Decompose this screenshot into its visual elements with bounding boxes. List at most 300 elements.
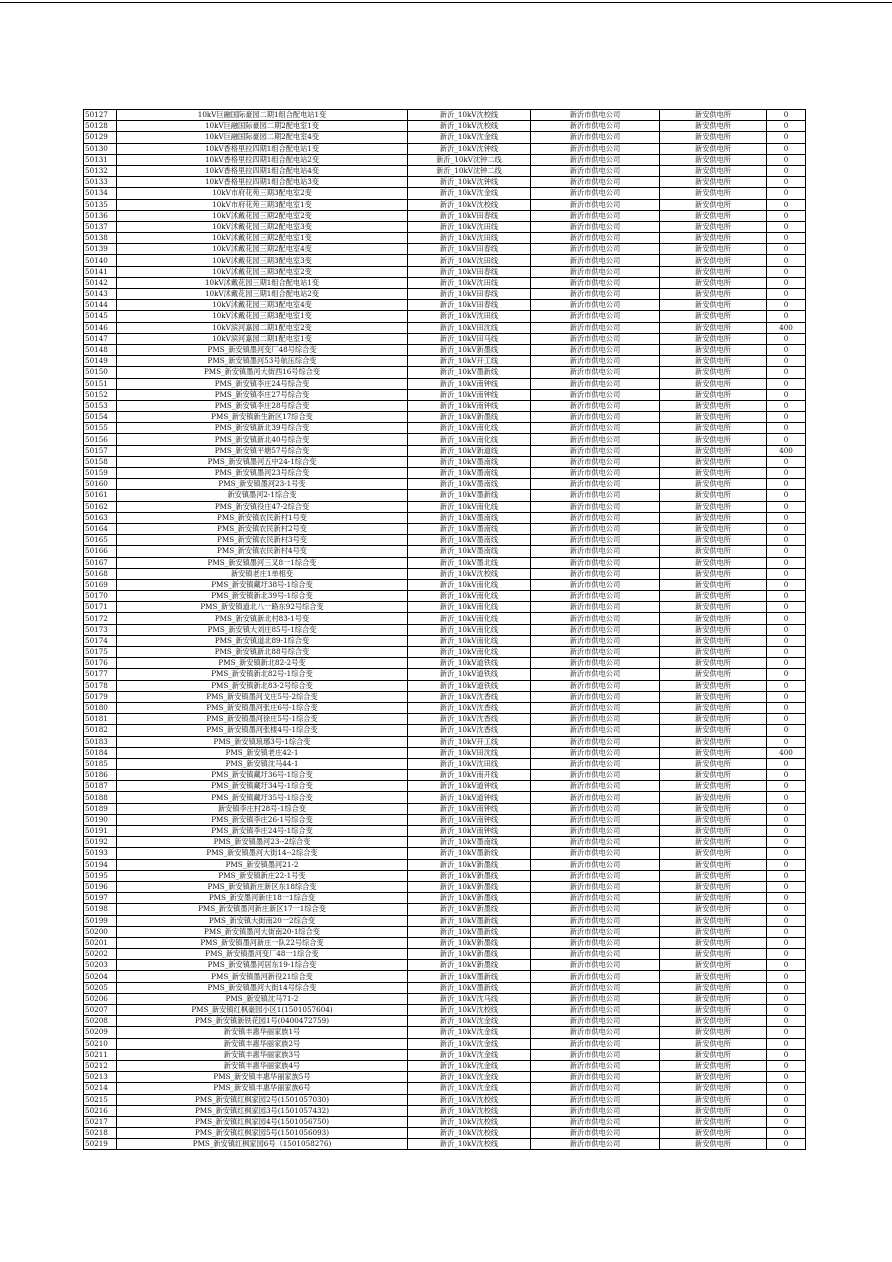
table-row [84,423,806,434]
cell-transformer-name: PMS_新安镇墨河戈庄5号-2综合变 [117,691,408,702]
cell-capacity: 0 [767,199,806,210]
cell-company: 新沂市供电公司 [531,1139,660,1150]
cell-company: 新沂市供电公司 [531,1072,660,1083]
cell-company: 新沂市供电公司 [531,960,660,971]
cell-transformer-name: 10kV市府花苑三期3配电室2变 [117,188,408,199]
cell-id: 50131 [84,154,117,165]
cell-capacity: 0 [767,881,806,892]
cell-feeder-line: 新沂_10kV新墨线 [408,344,531,355]
table-row [84,714,806,725]
cell-transformer-name: PMS_新安镇墨河新庄新区17一1综合变 [117,904,408,915]
cell-id: 50211 [84,1049,117,1060]
cell-feeder-line: 新沂_10kV新墨线 [408,881,531,892]
cell-capacity: 400 [767,322,806,333]
cell-transformer-name: PMS_新安镇墨河53号航压综合变 [117,356,408,367]
table-row [84,434,806,445]
cell-station: 新安供电所 [660,613,767,624]
cell-station: 新安供电所 [660,121,767,132]
cell-capacity: 0 [767,557,806,568]
cell-feeder-line: 新沂_10kV新道线 [408,445,531,456]
cell-station: 新安供电所 [660,837,767,848]
cell-station: 新安供电所 [660,535,767,546]
table-row [84,826,806,837]
cell-company: 新沂市供电公司 [531,277,660,288]
cell-company: 新沂市供电公司 [531,568,660,579]
cell-id: 50164 [84,523,117,534]
cell-capacity: 0 [767,165,806,176]
cell-company: 新沂市供电公司 [531,758,660,769]
cell-feeder-line: 新沂_10kV田春线 [408,300,531,311]
cell-capacity: 0 [767,344,806,355]
table-row [84,121,806,132]
cell-company: 新沂市供电公司 [531,244,660,255]
cell-capacity: 0 [767,702,806,713]
cell-transformer-name: PMS_新安镇墨河大街14号综合变 [117,982,408,993]
cell-id: 50162 [84,501,117,512]
cell-id: 50199 [84,915,117,926]
cell-capacity: 0 [767,400,806,411]
cell-id: 50189 [84,803,117,814]
cell-company: 新沂市供电公司 [531,1027,660,1038]
cell-company: 新沂市供电公司 [531,1016,660,1027]
cell-id: 50183 [84,736,117,747]
cell-company: 新沂市供电公司 [531,523,660,534]
cell-id: 50140 [84,255,117,266]
cell-station: 新安供电所 [660,210,767,221]
cell-feeder-line: 新沂_10kV沈校线 [408,568,531,579]
cell-id: 50154 [84,412,117,423]
cell-capacity: 0 [767,579,806,590]
table-row [84,1072,806,1083]
cell-id: 50215 [84,1094,117,1105]
cell-company: 新沂市供电公司 [531,870,660,881]
cell-transformer-name: PMS_新安镇新北88号综合变 [117,647,408,658]
cell-feeder-line: 新沂_10kV新墨线 [408,937,531,948]
cell-transformer-name: PMS_新安镇丰惠华丽家族5号 [117,1072,408,1083]
table-row [84,154,806,165]
cell-feeder-line: 新沂_10kV南化线 [408,591,531,602]
cell-company: 新沂市供电公司 [531,210,660,221]
cell-company: 新沂市供电公司 [531,848,660,859]
cell-capacity: 0 [767,1060,806,1071]
table-row [84,1060,806,1071]
table-row [84,792,806,803]
cell-id: 50158 [84,456,117,467]
table-row [84,893,806,904]
cell-station: 新安供电所 [660,423,767,434]
cell-transformer-name: PMS_新安镇红枫家园2号(1501057030) [117,1094,408,1105]
cell-feeder-line: 新沂_10kV墨新线 [408,848,531,859]
cell-feeder-line: 新沂_10kV新墨线 [408,904,531,915]
cell-transformer-name: PMS_新安镇李庄28号综合变 [117,400,408,411]
table-row [84,736,806,747]
cell-transformer-name: PMS_新安镇墨河居东19-1综合变 [117,960,408,971]
cell-company: 新沂市供电公司 [531,546,660,557]
cell-capacity: 400 [767,445,806,456]
cell-station: 新安供电所 [660,356,767,367]
cell-transformer-name: PMS_新安镇道北八一路东92号综合变 [117,602,408,613]
cell-station: 新安供电所 [660,456,767,467]
cell-transformer-name: 10kV沭戴花园三期3配电室3变 [117,255,408,266]
cell-id: 50129 [84,132,117,143]
cell-station: 新安供电所 [660,557,767,568]
cell-station: 新安供电所 [660,177,767,188]
cell-transformer-name: PMS_新安镇新铁花园1号(0400472759) [117,1016,408,1027]
cell-capacity: 0 [767,949,806,960]
cell-station: 新安供电所 [660,736,767,747]
cell-capacity: 0 [767,1128,806,1139]
table-row [84,1094,806,1105]
cell-feeder-line: 新沂_10kV沈田线 [408,277,531,288]
cell-transformer-name: PMS_新安镇新庄22-1号变 [117,870,408,881]
cell-feeder-line: 新沂_10kV沈校线 [408,199,531,210]
cell-transformer-name: PMS_新安镇藏圩35号-1综合变 [117,792,408,803]
cell-station: 新安供电所 [660,881,767,892]
cell-capacity: 0 [767,725,806,736]
cell-company: 新沂市供电公司 [531,781,660,792]
table-row [84,926,806,937]
cell-id: 50184 [84,747,117,758]
table-row [84,143,806,154]
cell-id: 50191 [84,826,117,837]
table-row [84,602,806,613]
cell-transformer-name: 10kV沭戴花园三期2配电室3变 [117,221,408,232]
table-row [84,904,806,915]
cell-station: 新安供电所 [660,1016,767,1027]
cell-id: 50197 [84,893,117,904]
cell-company: 新沂市供电公司 [531,188,660,199]
cell-station: 新安供电所 [660,568,767,579]
cell-id: 50142 [84,277,117,288]
cell-transformer-name: 10kV沭戴花园三期2配电室2变 [117,210,408,221]
cell-station: 新安供电所 [660,289,767,300]
cell-id: 50180 [84,702,117,713]
cell-id: 50156 [84,434,117,445]
cell-capacity: 0 [767,479,806,490]
cell-station: 新安供电所 [660,1128,767,1139]
cell-feeder-line: 新沂_10kV沈香线 [408,714,531,725]
cell-company: 新沂市供电公司 [531,579,660,590]
cell-transformer-name: PMS_新安镇新北村83-1号变 [117,613,408,624]
cell-id: 50137 [84,221,117,232]
cell-feeder-line: 新沂_10kV沈香线 [408,702,531,713]
cell-feeder-line: 新沂_10kV田马线 [408,333,531,344]
table-row [84,378,806,389]
table-row [84,546,806,557]
cell-station: 新安供电所 [660,859,767,870]
cell-station: 新安供电所 [660,814,767,825]
cell-capacity: 0 [767,1139,806,1150]
cell-station: 新安供电所 [660,658,767,669]
cell-transformer-name: PMS_新安镇藏圩38号-1综合变 [117,579,408,590]
cell-company: 新沂市供电公司 [531,893,660,904]
cell-transformer-name: PMS_新安镇新庄新区东18综合变 [117,881,408,892]
cell-feeder-line: 新沂_10kV南钟线 [408,400,531,411]
cell-feeder-line: 新沂_10kV南化线 [408,624,531,635]
cell-station: 新安供电所 [660,725,767,736]
cell-capacity: 0 [767,613,806,624]
cell-company: 新沂市供电公司 [531,714,660,725]
cell-feeder-line: 新沂_10kV田春线 [408,210,531,221]
cell-feeder-line: 新沂_10kV南化线 [408,434,531,445]
table-row [84,110,806,121]
cell-station: 新安供电所 [660,322,767,333]
cell-station: 新安供电所 [660,344,767,355]
cell-capacity: 0 [767,848,806,859]
table-row [84,523,806,534]
cell-id: 50179 [84,691,117,702]
cell-company: 新沂市供电公司 [531,177,660,188]
cell-company: 新沂市供电公司 [531,423,660,434]
cell-id: 50196 [84,881,117,892]
cell-feeder-line: 新沂_10kV开工线 [408,356,531,367]
cell-transformer-name: PMS_新安镇红枫家园5号(1501056093) [117,1128,408,1139]
table-row [84,1005,806,1016]
cell-capacity: 0 [767,154,806,165]
cell-station: 新安供电所 [660,468,767,479]
cell-company: 新沂市供电公司 [531,434,660,445]
cell-id: 50176 [84,658,117,669]
cell-feeder-line: 新沂_10kV墨新线 [408,490,531,501]
cell-id: 50214 [84,1083,117,1094]
cell-id: 50216 [84,1105,117,1116]
cell-id: 50151 [84,378,117,389]
cell-feeder-line: 新沂_10kV新墨线 [408,949,531,960]
table-row [84,255,806,266]
cell-transformer-name: 10kV香格里拉四期1组合配电站2变 [117,154,408,165]
cell-capacity: 0 [767,110,806,121]
cell-station: 新安供电所 [660,490,767,501]
cell-feeder-line: 新沂_10kV田春线 [408,244,531,255]
cell-company: 新沂市供电公司 [531,412,660,423]
cell-capacity: 0 [767,971,806,982]
cell-company: 新沂市供电公司 [531,367,660,378]
cell-company: 新沂市供电公司 [531,837,660,848]
cell-company: 新沂市供电公司 [531,1060,660,1071]
table-row [84,322,806,333]
cell-capacity: 0 [767,389,806,400]
cell-company: 新沂市供电公司 [531,591,660,602]
cell-capacity: 0 [767,647,806,658]
cell-transformer-name: PMS_新安镇沈马71-2 [117,993,408,1004]
cell-company: 新沂市供电公司 [531,1049,660,1060]
table-row [84,1116,806,1127]
table-row [84,233,806,244]
cell-feeder-line: 新沂_10kV南化线 [408,579,531,590]
cell-feeder-line: 新沂_10kV墨北线 [408,557,531,568]
cell-transformer-name: PMS_新安镇农民新村3号变 [117,535,408,546]
cell-id: 50188 [84,792,117,803]
cell-transformer-name: PMS_新安镇墨河大街西16号综合变 [117,367,408,378]
table-row [84,1128,806,1139]
table-row [84,311,806,322]
table-row [84,1083,806,1094]
cell-capacity: 0 [767,758,806,769]
cell-transformer-name: PMS_新安镇农民新村4号变 [117,546,408,557]
table-row [84,1049,806,1060]
cell-station: 新安供电所 [660,400,767,411]
cell-company: 新沂市供电公司 [531,859,660,870]
cell-transformer-name: PMS_新安镇墨河三叉8一1综合变 [117,557,408,568]
cell-transformer-name: PMS_新安镇藏圩36号-1综合变 [117,770,408,781]
table-row [84,479,806,490]
cell-feeder-line: 新沂_10kV田春线 [408,289,531,300]
cell-capacity: 0 [767,277,806,288]
cell-feeder-line: 新沂_10kV南化线 [408,602,531,613]
cell-station: 新安供电所 [660,412,767,423]
cell-station: 新安供电所 [660,702,767,713]
cell-capacity: 0 [767,624,806,635]
cell-transformer-name: PMS_新安镇新北83-2号综合变 [117,680,408,691]
cell-id: 50205 [84,982,117,993]
cell-station: 新安供电所 [660,233,767,244]
cell-id: 50187 [84,781,117,792]
cell-feeder-line: 新沂_10kV沈金线 [408,1060,531,1071]
cell-station: 新安供电所 [660,770,767,781]
cell-station: 新安供电所 [660,143,767,154]
cell-transformer-name: PMS_新安镇新北82-2号变 [117,658,408,669]
cell-id: 50207 [84,1005,117,1016]
cell-station: 新安供电所 [660,244,767,255]
table-row [84,725,806,736]
table-row [84,635,806,646]
cell-transformer-name: PMS_新安镇李庄24号-1综合变 [117,826,408,837]
cell-capacity: 0 [767,233,806,244]
cell-transformer-name: PMS_新安镇新生新区17综合变 [117,412,408,423]
cell-company: 新沂市供电公司 [531,1116,660,1127]
cell-feeder-line: 新沂_10kV沈金线 [408,188,531,199]
cell-transformer-name: PMS_新安镇琅琊3号-1综合变 [117,736,408,747]
cell-transformer-name: PMS_新安镇红枫豪园小区1(1501057604) [117,1005,408,1016]
cell-capacity: 0 [767,412,806,423]
cell-transformer-name: PMS_新安镇李庄26-1号综合变 [117,814,408,825]
cell-transformer-name: PMS_新安镇农民新村2号变 [117,523,408,534]
cell-transformer-name: PMS_新安镇红枫家园6号（1501058276) [117,1139,408,1150]
cell-capacity: 0 [767,468,806,479]
cell-id: 50175 [84,647,117,658]
cell-capacity: 0 [767,960,806,971]
cell-transformer-name: PMS_新安镇大街南20一2综合变 [117,915,408,926]
cell-company: 新沂市供电公司 [531,501,660,512]
cell-company: 新沂市供电公司 [531,132,660,143]
cell-feeder-line: 新沂_10kV沈校线 [408,1116,531,1127]
cell-station: 新安供电所 [660,1094,767,1105]
cell-capacity: 0 [767,1105,806,1116]
cell-id: 50217 [84,1116,117,1127]
cell-id: 50166 [84,546,117,557]
cell-transformer-name: PMS_新安镇李庄27号综合变 [117,389,408,400]
cell-id: 50185 [84,758,117,769]
cell-capacity: 0 [767,210,806,221]
table-row [84,568,806,579]
cell-feeder-line: 新沂_10kV沈金线 [408,1027,531,1038]
cell-id: 50219 [84,1139,117,1150]
transformer-table [83,109,806,1150]
cell-company: 新沂市供电公司 [531,445,660,456]
cell-station: 新安供电所 [660,949,767,960]
cell-station: 新安供电所 [660,367,767,378]
cell-id: 50203 [84,960,117,971]
cell-id: 50213 [84,1072,117,1083]
cell-station: 新安供电所 [660,479,767,490]
cell-transformer-name: 新安镇丰惠华丽家族3号 [117,1049,408,1060]
cell-station: 新安供电所 [660,781,767,792]
cell-capacity: 0 [767,177,806,188]
cell-company: 新沂市供电公司 [531,400,660,411]
table-row [84,960,806,971]
cell-station: 新安供电所 [660,1116,767,1127]
table-row [84,758,806,769]
cell-company: 新沂市供电公司 [531,971,660,982]
cell-capacity: 0 [767,289,806,300]
cell-id: 50186 [84,770,117,781]
table-row [84,680,806,691]
cell-station: 新安供电所 [660,266,767,277]
cell-company: 新沂市供电公司 [531,993,660,1004]
cell-company: 新沂市供电公司 [531,736,660,747]
cell-feeder-line: 新沂_10kV沈金线 [408,1016,531,1027]
cell-feeder-line: 新沂_10kV沈校线 [408,1105,531,1116]
cell-transformer-name: PMS_新安镇藏圩34号-1综合变 [117,781,408,792]
cell-id: 50169 [84,579,117,590]
cell-id: 50172 [84,613,117,624]
cell-id: 50182 [84,725,117,736]
table-row [84,579,806,590]
cell-transformer-name: PMS_新安镇李庄24号综合变 [117,378,408,389]
table-row [84,188,806,199]
cell-id: 50143 [84,289,117,300]
cell-id: 50149 [84,356,117,367]
table-row [84,982,806,993]
table-row [84,949,806,960]
table-row [84,915,806,926]
cell-company: 新沂市供电公司 [531,658,660,669]
cell-transformer-name: PMS_新安镇红枫家园3号(1501057432) [117,1105,408,1116]
cell-feeder-line: 新沂_10kV沈校线 [408,1139,531,1150]
cell-capacity: 0 [767,770,806,781]
cell-company: 新沂市供电公司 [531,110,660,121]
cell-company: 新沂市供电公司 [531,490,660,501]
cell-capacity: 0 [767,1072,806,1083]
cell-company: 新沂市供电公司 [531,468,660,479]
cell-company: 新沂市供电公司 [531,121,660,132]
cell-transformer-name: PMS_新安镇农民新村1号变 [117,512,408,523]
cell-capacity: 0 [767,826,806,837]
cell-capacity: 0 [767,781,806,792]
table-row [84,244,806,255]
cell-station: 新安供电所 [660,826,767,837]
cell-id: 50170 [84,591,117,602]
cell-company: 新沂市供电公司 [531,949,660,960]
table-row [84,445,806,456]
cell-transformer-name: 10kV沭戴花园三期2配电室4变 [117,244,408,255]
cell-capacity: 0 [767,132,806,143]
cell-station: 新安供电所 [660,512,767,523]
cell-station: 新安供电所 [660,154,767,165]
cell-capacity: 0 [767,669,806,680]
cell-id: 50145 [84,311,117,322]
cell-feeder-line: 新沂_10kV墨南线 [408,523,531,534]
cell-id: 50153 [84,400,117,411]
table-row [84,881,806,892]
cell-transformer-name: 新安镇老庄1单相变 [117,568,408,579]
cell-capacity: 0 [767,255,806,266]
cell-company: 新沂市供电公司 [531,915,660,926]
cell-station: 新安供电所 [660,434,767,445]
cell-id: 50146 [84,322,117,333]
cell-id: 50128 [84,121,117,132]
page-top-rule [0,2,892,3]
